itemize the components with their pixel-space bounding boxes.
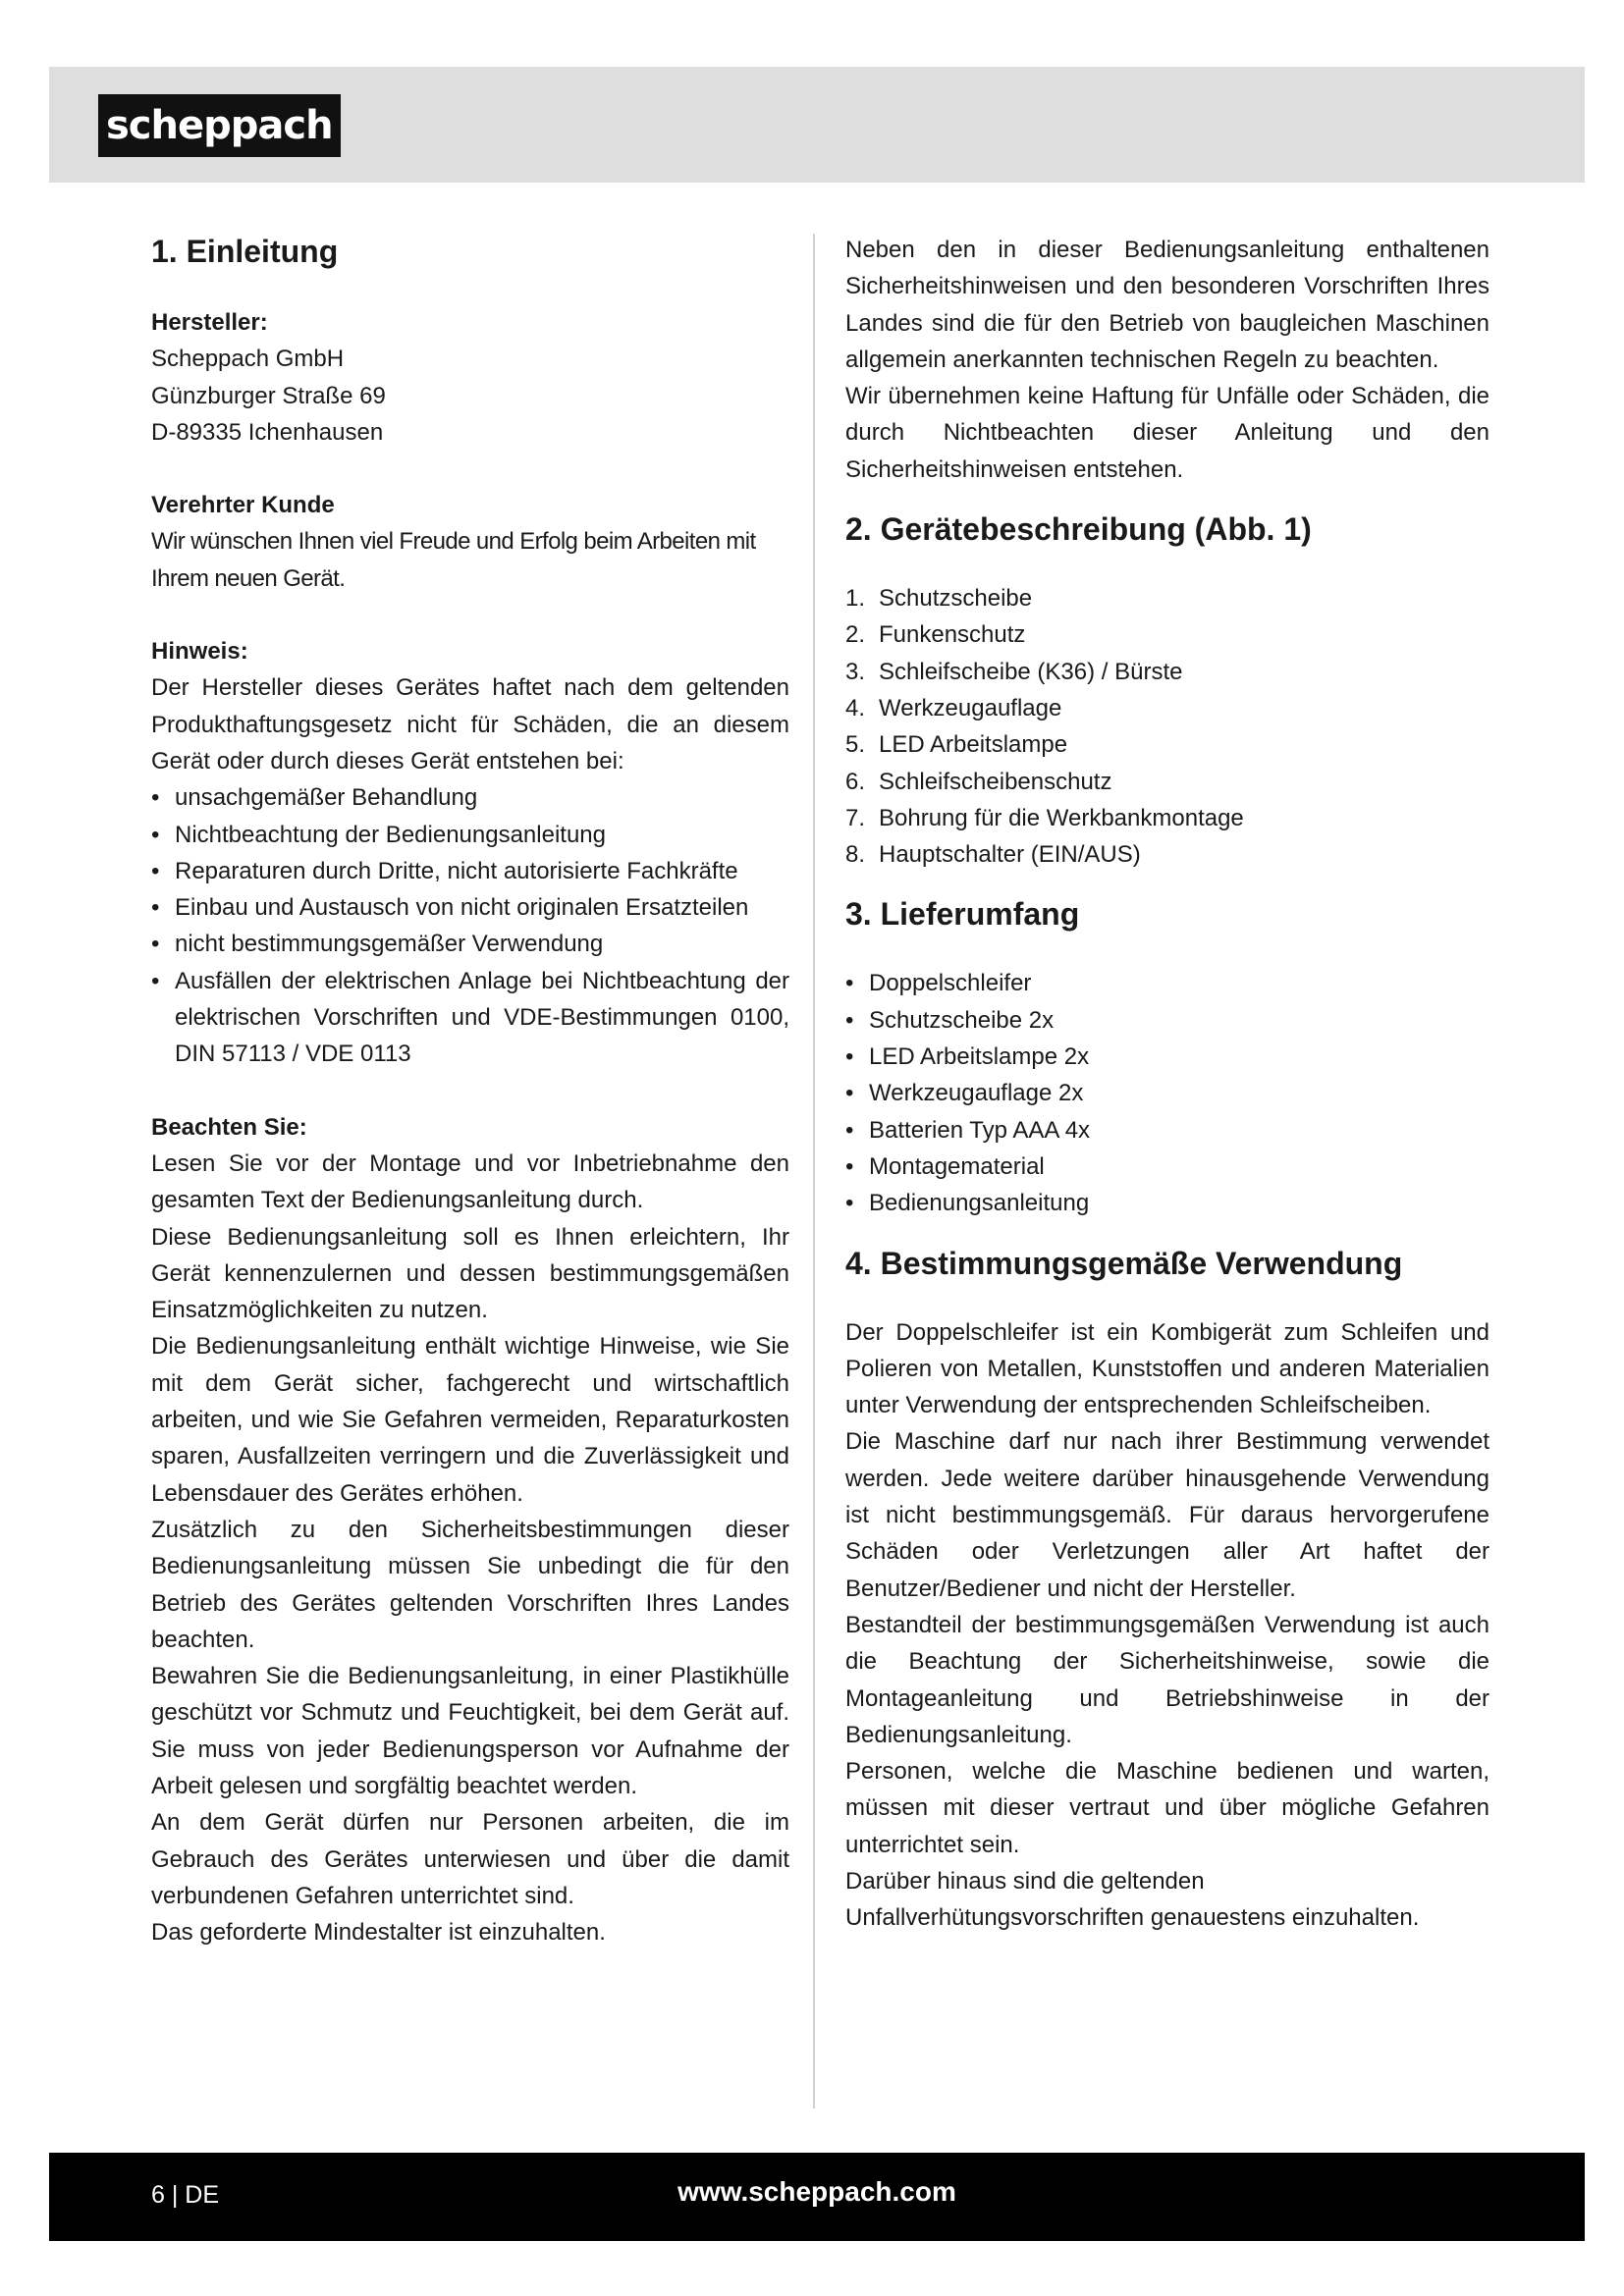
- note-text: Der Hersteller dieses Gerätes haftet nach dem geltenden Produkthaftungsgesetz nicht für Schäden, die an diesem Gerät oder durch dieses Gerät entstehen bei:: [151, 674, 789, 774]
- attention-paragraph: Bewahren Sie die Bedienungsanleitung, in einer Plastikhülle geschützt vor Schmutz und Feuchtigkeit, bei dem Gerät auf. Sie muss von jeder Bedienungsperson vor Aufnahme der Arbeit gelesen und sorgfältig beachtet werden.: [151, 1663, 789, 1799]
- list-item: • Bedienungsanleitung: [845, 1185, 1489, 1221]
- intro-paragraph: Neben den in dieser Bedienungsanleitung enthaltenen Sicherheitshinweisen und den besonderen Vorschriften Ihres Landes sind die für den Betrieb von baugleichen Maschinen allgemein anerkannten technischen Regeln zu beachten.: [845, 237, 1489, 373]
- list-item: • Einbau und Austausch von nicht originalen Ersatzteilen: [151, 889, 789, 926]
- website-link[interactable]: www.scheppach.com: [677, 2176, 956, 2207]
- list-item: • Doppelschleifer: [845, 965, 1489, 1001]
- left-column: [151, 232, 789, 1950]
- manufacturer-line: D-89335 Ichenhausen: [151, 418, 384, 446]
- attention-paragraph: Die Bedienungsanleitung enthält wichtige Hinweise, wie Sie mit dem Gerät sicher, fachgerecht und wirtschaftlich arbeiten, und wie Sie Gefahren vermeiden, Reparaturkosten sparen, Ausfallzeiten verringern und die Zuverlässigkeit und Lebensdauer des Gerätes erhöhen.: [151, 1333, 789, 1507]
- page-footer: [49, 2153, 1585, 2241]
- list-item: 5. LED Arbeitslampe: [845, 731, 1068, 759]
- use-paragraph: Die Maschine darf nur nach ihrer Bestimmung verwendet werden. Jede weitere darüber hinausgehende Verwendung ist nicht bestimmungsgemäß. Für daraus hervorgerufene Schäden oder Verletzungen aller Art haftet der Benutzer/Bediener und nicht der Hersteller.: [845, 1428, 1489, 1602]
- list-item: 1. Schutzscheibe: [845, 585, 1033, 613]
- customer-label: Verehrter Kunde: [151, 492, 335, 519]
- list-item: 7. Bohrung für die Werkbankmontage: [845, 804, 1244, 831]
- list-item: 3. Schleifscheibe (K36) / Bürste: [845, 658, 1183, 685]
- page-header: [49, 67, 1585, 183]
- column-divider: [813, 234, 815, 2109]
- attention-label: Beachten Sie:: [151, 1113, 307, 1141]
- list-item: • LED Arbeitslampe 2x: [845, 1039, 1489, 1075]
- list-item: 4. Werkzeugauflage: [845, 694, 1062, 721]
- use-paragraph: Darüber hinaus sind die geltenden Unfallverhütungsvorschriften genauestens einzuhalten.: [845, 1867, 1420, 1932]
- manufacturer-line: Günzburger Straße 69: [151, 382, 386, 409]
- scope-list: [845, 965, 1489, 1221]
- list-item: • Nichtbeachtung der Bedienungsanleitung: [151, 817, 789, 853]
- use-paragraph: Bestandteil der bestimmungsgemäßen Verwendung ist auch die Beachtung der Sicherheitshinweise, sowie die Montageanleitung und Betriebshinweise in der Bedienungsanleitung.: [845, 1611, 1489, 1748]
- list-item: • Montagematerial: [845, 1148, 1489, 1185]
- attention-paragraph: Zusätzlich zu den Sicherheitsbestimmungen dieser Bedienungsanleitung müssen Sie unbedingt die für den Betrieb des Gerätes geltenden Vorschriften Ihres Landes beachten.: [151, 1516, 789, 1653]
- manufacturer-line: Scheppach GmbH: [151, 346, 345, 373]
- customer-text: Wir wünschen Ihnen viel Freude und Erfolg beim Arbeiten mit Ihrem neuen Gerät.: [151, 528, 756, 592]
- section-4-title: 4. Bestimmungsgemäße Verwendung: [845, 1245, 1403, 1281]
- attention-paragraph: Diese Bedienungsanleitung soll es Ihnen erleichtern, Ihr Gerät kennenzulernen und dessen bestimmungsgemäßen Einsatzmöglichkeiten zu nutzen.: [151, 1223, 789, 1324]
- list-item: • nicht bestimmungsgemäßer Verwendung: [151, 926, 789, 962]
- list-item: • Werkzeugauflage 2x: [845, 1075, 1489, 1111]
- scheppach-logo: scheppach: [98, 94, 341, 157]
- section-1-title: 1. Einleitung: [151, 234, 339, 269]
- use-paragraph: Personen, welche die Maschine bedienen und warten, müssen mit dieser vertraut und über mögliche Gefahren unterrichtet sein.: [845, 1758, 1489, 1858]
- list-item: 8. Hauptschalter (EIN/AUS): [845, 841, 1141, 869]
- list-item: • Reparaturen durch Dritte, nicht autorisierte Fachkräfte: [151, 853, 789, 889]
- list-item: • Batterien Typ AAA 4x: [845, 1112, 1489, 1148]
- attention-paragraph: Das geforderte Mindestalter ist einzuhalten.: [151, 1919, 606, 1947]
- list-item: 6. Schleifscheibenschutz: [845, 768, 1112, 795]
- manufacturer-label: Hersteller:: [151, 309, 268, 336]
- list-item: 2. Funkenschutz: [845, 621, 1026, 649]
- attention-paragraph: Lesen Sie vor der Montage und vor Inbetriebnahme den gesamten Text der Bedienungsanleitung durch.: [151, 1149, 789, 1214]
- page-number: 6 | DE: [151, 2181, 220, 2209]
- use-paragraph: Der Doppelschleifer ist ein Kombigerät zum Schleifen und Polieren von Metallen, Kunststoffen und anderen Materialien unter Verwendung der entsprechenden Schleifscheiben.: [845, 1318, 1489, 1419]
- section-3-title: 3. Lieferumfang: [845, 896, 1080, 933]
- note-label: Hinweis:: [151, 638, 248, 666]
- right-column: [845, 232, 1489, 1937]
- note-list: [151, 779, 789, 1072]
- section-2-title: 2. Gerätebeschreibung (Abb. 1): [845, 511, 1312, 548]
- parts-list: [845, 580, 1489, 873]
- list-item: • Ausfällen der elektrischen Anlage bei Nichtbeachtung der elektrischen Vorschriften und VDE-Bestimmungen 0100, DIN 57113 / VDE 0113: [151, 963, 789, 1073]
- list-item: • unsachgemäßer Behandlung: [151, 779, 789, 816]
- list-item: • Schutzscheibe 2x: [845, 1002, 1489, 1039]
- intro-paragraph: Wir übernehmen keine Haftung für Unfälle oder Schäden, die durch Nichtbeachten dieser Anleitung und den Sicherheitshinweisen entstehen.: [845, 383, 1489, 483]
- attention-paragraph: An dem Gerät dürfen nur Personen arbeiten, die im Gebrauch des Gerätes unterwiesen und über die damit verbundenen Gefahren unterrichtet sind.: [151, 1809, 789, 1909]
